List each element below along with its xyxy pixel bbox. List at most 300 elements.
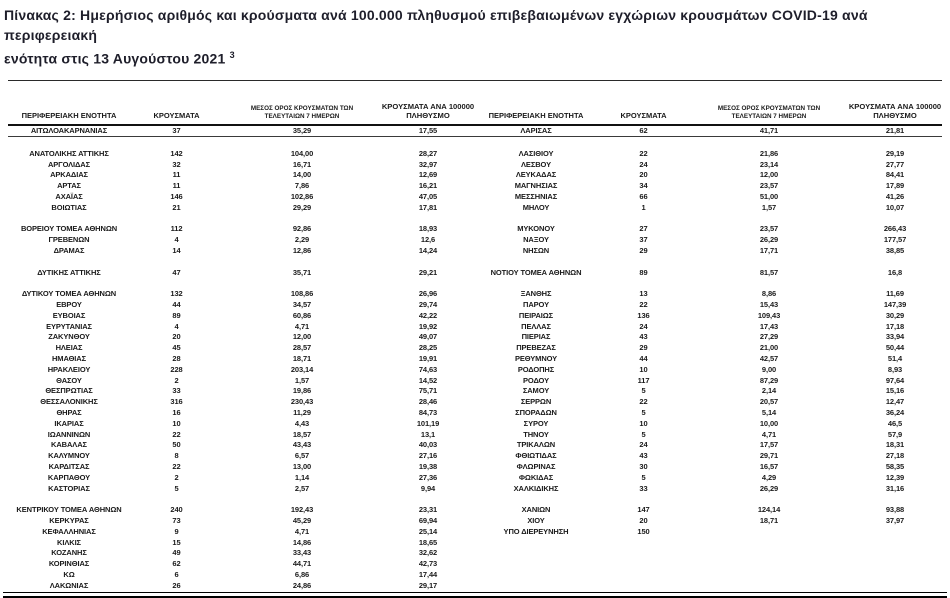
value-cell: 17,89 <box>885 181 905 191</box>
column-header: ΚΡΟΥΣΜΑΤΑ <box>130 80 223 125</box>
value-cell: 29,74 <box>418 300 438 310</box>
region-name-cell: ΑΡΚΑΔΙΑΣ <box>50 170 88 180</box>
value-cell: 14 <box>172 246 181 256</box>
region-name-cell: ΡΕΘΥΜΝΟΥ <box>514 354 558 364</box>
spacer-cell <box>597 278 690 289</box>
value-cell: 150 <box>637 526 650 536</box>
value-cell: 50 <box>172 440 181 450</box>
value-cell: 230,43 <box>290 397 314 407</box>
value-cell: 117 <box>637 375 650 385</box>
value-cell: 21,00 <box>759 343 779 353</box>
table-row <box>8 289 942 300</box>
value-cell: 57,9 <box>887 429 903 439</box>
spacer-cell <box>475 213 597 224</box>
spacer-cell <box>848 213 942 224</box>
spacer-cell <box>475 569 597 580</box>
region-name-cell: ΘΕΣΣΑΛΟΝΙΚΗΣ <box>40 397 98 407</box>
region-name-cell: ΡΟΔΟΠΗΣ <box>517 364 555 374</box>
value-cell: 44 <box>639 354 648 364</box>
region-name-cell: ΥΠΟ ΔΙΕΡΕΥΝΗΣΗ <box>503 526 569 536</box>
region-name-cell: ΣΠΟΡΑΔΩΝ <box>515 408 557 418</box>
region-name-cell: ΣΕΡΡΩΝ <box>520 397 552 407</box>
value-cell: 203,14 <box>290 364 314 374</box>
value-cell: 19,91 <box>418 354 438 364</box>
value-cell: 18,31 <box>885 440 905 450</box>
value-cell: 11 <box>172 170 181 180</box>
value-cell: 4,71 <box>294 526 310 536</box>
value-cell: 9,94 <box>420 483 436 493</box>
spacer-cell <box>475 256 597 267</box>
table-row <box>8 191 942 202</box>
region-name-cell: ΚΩ <box>63 569 75 579</box>
spacer-cell <box>475 559 597 570</box>
value-cell: 33 <box>639 483 648 493</box>
spacer-cell <box>690 494 848 505</box>
value-cell: 8,86 <box>761 289 777 299</box>
value-cell: 41,26 <box>885 192 905 202</box>
value-cell: 34,57 <box>292 300 312 310</box>
region-name-cell: ΦΛΩΡΙΝΑΣ <box>516 462 556 471</box>
table-row <box>8 321 942 332</box>
value-cell: 35,71 <box>292 267 312 277</box>
table-row <box>8 332 942 343</box>
value-cell: 47,05 <box>418 192 438 202</box>
value-cell: 147,39 <box>883 300 907 310</box>
value-cell: 41,71 <box>690 125 848 137</box>
value-cell: 316 <box>170 397 183 407</box>
value-cell: 51,00 <box>759 192 779 202</box>
value-cell: 49,07 <box>418 332 438 342</box>
spacer-cell <box>475 580 597 591</box>
value-cell: 12,47 <box>885 397 905 407</box>
region-name-cell: ΑΙΤΩΛΟΑΚΑΡΝΑΝΙΑΣ <box>8 125 130 137</box>
spacer-cell <box>475 278 597 289</box>
spacer-row <box>8 494 942 505</box>
region-name-cell: ΧΑΝΙΩΝ <box>521 505 551 515</box>
spacer-cell <box>848 494 942 505</box>
table-row <box>8 148 942 159</box>
value-cell: 31,16 <box>885 483 905 493</box>
value-cell: 18,65 <box>418 537 438 547</box>
region-name-cell: ΘΕΣΠΡΩΤΙΑΣ <box>45 386 93 396</box>
region-name-cell: ΓΡΕΒΕΝΩΝ <box>48 235 90 245</box>
table-title <box>0 0 950 69</box>
table-header-row <box>8 80 942 125</box>
spacer-cell <box>8 494 130 505</box>
value-cell: 27,18 <box>885 451 905 461</box>
value-cell: 27,16 <box>418 451 438 461</box>
region-name-cell: ΡΟΔΟΥ <box>523 375 549 385</box>
value-cell: 4 <box>174 321 179 331</box>
value-cell: 16 <box>172 408 181 418</box>
value-cell: 1 <box>641 202 646 212</box>
value-cell: 17,81 <box>418 202 438 212</box>
region-name-cell: ΗΜΑΘΙΑΣ <box>51 354 86 364</box>
region-name-cell: ΖΑΚΥΝΘΟΥ <box>48 332 90 342</box>
value-cell: 10 <box>172 418 181 428</box>
region-name-cell: ΤΗΝΟΥ <box>523 429 549 439</box>
table-row <box>8 472 942 483</box>
region-name-cell: ΚΟΡΙΝΘΙΑΣ <box>48 559 90 569</box>
value-cell: 11,29 <box>293 408 311 418</box>
value-cell: 49 <box>172 548 181 558</box>
value-cell: 32,97 <box>418 159 438 169</box>
value-cell: 93,88 <box>885 505 905 515</box>
spacer-cell <box>381 137 475 148</box>
table-row <box>8 569 942 580</box>
region-name-cell: ΧΙΟΥ <box>527 515 545 525</box>
value-cell: 14,52 <box>418 375 438 385</box>
value-cell: 17,44 <box>418 569 438 579</box>
value-cell: 40,03 <box>418 440 438 450</box>
region-name-cell: ΔΥΤΙΚΗΣ ΑΤΤΙΚΗΣ <box>37 267 101 277</box>
value-cell: 142 <box>170 148 183 158</box>
value-cell: 22 <box>639 397 648 407</box>
value-cell: 26,29 <box>759 483 779 493</box>
spacer-cell <box>475 494 597 505</box>
value-cell: 146 <box>170 192 183 202</box>
region-name-cell: ΦΩΚΙΔΑΣ <box>518 472 554 482</box>
value-cell: 43 <box>639 451 648 461</box>
value-cell: 18,71 <box>759 515 779 525</box>
value-cell: 34 <box>639 181 648 191</box>
value-cell: 89 <box>172 310 181 320</box>
value-cell: 10,07 <box>885 202 905 212</box>
spacer-cell <box>381 256 475 267</box>
value-cell: 69,94 <box>418 515 438 525</box>
column-header: ΜΕΣΟΣ ΟΡΟΣ ΚΡΟΥΣΜΑΤΩΝ ΤΩΝ ΤΕΛΕΥΤΑΙΩΝ 7 ΗΜΕΡΩΝ <box>223 80 381 125</box>
value-cell: 16,21 <box>418 181 438 191</box>
spacer-cell <box>8 137 130 148</box>
value-cell: 29,19 <box>885 148 905 158</box>
spacer-cell <box>848 137 942 148</box>
value-cell: 66 <box>639 192 648 202</box>
value-cell: 13 <box>639 289 648 299</box>
value-cell: 32,62 <box>418 548 438 558</box>
value-cell: 33,94 <box>885 332 905 342</box>
value-cell: 5,14 <box>761 408 777 418</box>
region-name-cell: ΚΕΡΚΥΡΑΣ <box>49 515 89 525</box>
value-cell: 92,86 <box>292 224 312 234</box>
region-name-cell: ΜΗΛΟΥ <box>522 202 550 212</box>
value-cell: 20 <box>639 515 648 525</box>
spacer-cell <box>690 580 848 591</box>
table-row <box>8 299 942 310</box>
table-row <box>8 407 942 418</box>
value-cell: 18,57 <box>292 429 312 439</box>
value-cell: 14,24 <box>418 246 438 256</box>
value-cell: 17,71 <box>759 246 779 256</box>
table-row <box>8 461 942 472</box>
spacer-cell <box>690 559 848 570</box>
value-cell: 124,14 <box>757 505 781 515</box>
value-cell <box>690 526 848 537</box>
value-cell: 62 <box>597 125 690 137</box>
region-name-cell: ΔΡΑΜΑΣ <box>53 246 85 256</box>
value-cell: 60,86 <box>292 310 312 320</box>
value-cell: 4,71 <box>761 429 777 439</box>
region-name-cell: ΠΑΡΟΥ <box>523 300 549 310</box>
value-cell: 21,86 <box>759 148 779 158</box>
column-header: ΚΡΟΥΣΜΑΤΑ <box>597 80 690 125</box>
value-cell: 16,71 <box>292 159 312 169</box>
value-cell: 29,71 <box>759 451 779 461</box>
value-cell: 12,00 <box>759 170 779 180</box>
value-cell: 18,71 <box>292 354 312 364</box>
spacer-cell <box>381 213 475 224</box>
spacer-row <box>8 278 942 289</box>
value-cell: 97,64 <box>885 375 905 385</box>
spacer-cell <box>130 137 223 148</box>
column-header: ΠΕΡΙΦΕΡΕΙΑΚΗ ΕΝΟΤΗΤΑ <box>475 80 597 125</box>
value-cell: 5 <box>641 408 646 418</box>
value-cell: 23,14 <box>759 159 779 169</box>
value-cell: 6,86 <box>294 569 310 579</box>
value-cell: 2,29 <box>294 235 310 245</box>
value-cell: 9,00 <box>761 364 777 374</box>
table-row <box>8 364 942 375</box>
value-cell: 23,57 <box>759 224 779 234</box>
value-cell: 102,86 <box>290 192 314 202</box>
value-cell: 13,1 <box>420 429 436 439</box>
value-cell: 33,43 <box>292 548 312 558</box>
region-name-cell: ΛΑΣΙΘΙΟΥ <box>518 148 554 158</box>
table-row <box>8 526 942 537</box>
table-row <box>8 235 942 246</box>
value-cell: 8,93 <box>887 364 903 374</box>
column-header: ΠΕΡΙΦΕΡΕΙΑΚΗ ΕΝΟΤΗΤΑ <box>8 80 130 125</box>
value-cell: 42,73 <box>418 559 438 569</box>
value-cell: 29,17 <box>418 580 438 590</box>
footnote-marker: 3 <box>229 50 235 60</box>
spacer-row <box>8 213 942 224</box>
region-name-cell: ΚΟΖΑΝΗΣ <box>51 548 87 558</box>
value-cell: 19,86 <box>292 386 312 396</box>
region-name-cell: ΧΑΛΚΙΔΙΚΗΣ <box>513 483 559 493</box>
spacer-cell <box>597 537 690 548</box>
value-cell: 9 <box>174 526 179 536</box>
table-row <box>8 386 942 397</box>
region-name-cell: ΝΗΣΩΝ <box>522 246 550 256</box>
value-cell: 177,57 <box>883 235 907 245</box>
value-cell: 101,19 <box>416 418 440 428</box>
value-cell: 13,00 <box>292 462 312 471</box>
value-cell: 1,57 <box>294 375 310 385</box>
value-cell: 23,57 <box>759 181 779 191</box>
table-row <box>8 310 942 321</box>
spacer-cell <box>848 580 942 591</box>
value-cell: 28 <box>172 354 181 364</box>
value-cell: 10 <box>639 364 648 374</box>
value-cell: 12,69 <box>418 170 438 180</box>
region-name-cell: ΜΥΚΟΝΟΥ <box>517 224 555 234</box>
value-cell: 5 <box>641 386 646 396</box>
value-cell: 6,57 <box>294 451 310 461</box>
value-cell: 147 <box>637 505 650 515</box>
value-cell: 29 <box>639 246 648 256</box>
region-name-cell: ΚΑΒΑΛΑΣ <box>51 440 87 450</box>
table-row <box>8 267 942 278</box>
spacer-cell <box>475 137 597 148</box>
spacer-cell <box>597 580 690 591</box>
column-header: ΚΡΟΥΣΜΑΤΑ ΑΝΑ 100000 ΠΛΗΘΥΣΜΟ <box>381 80 475 125</box>
region-name-cell: ΤΡΙΚΑΛΩΝ <box>516 440 556 450</box>
value-cell: 42,57 <box>759 354 779 364</box>
region-name-cell: ΔΥΤΙΚΟΥ ΤΟΜΕΑ ΑΘΗΝΩΝ <box>21 289 117 299</box>
value-cell: 12,39 <box>885 472 905 482</box>
table-row <box>8 343 942 354</box>
spacer-cell <box>475 548 597 559</box>
spacer-cell <box>848 559 942 570</box>
value-cell: 26,29 <box>759 235 779 245</box>
region-name-cell: ΙΩΑΝΝΙΝΩΝ <box>47 429 91 439</box>
table-title-line2: ενότητα στις 13 Αυγούστου 2021 <box>4 50 226 67</box>
value-cell: 4,43 <box>294 418 310 428</box>
spacer-cell <box>130 256 223 267</box>
spacer-cell <box>223 213 381 224</box>
value-cell: 27 <box>639 224 648 234</box>
value-cell: 8 <box>174 451 179 461</box>
value-cell: 2 <box>174 472 179 482</box>
region-name-cell: ΑΡΓΟΛΙΔΑΣ <box>47 159 91 169</box>
region-name-cell: ΑΡΤΑΣ <box>57 181 81 191</box>
spacer-cell <box>597 213 690 224</box>
value-cell: 24,86 <box>292 580 312 590</box>
spacer-cell <box>690 256 848 267</box>
table-row <box>8 170 942 181</box>
value-cell: 16,8 <box>887 267 903 277</box>
value-cell: 19,38 <box>418 462 438 471</box>
value-cell: 36,24 <box>885 408 905 418</box>
table-row <box>8 515 942 526</box>
region-name-cell: ΛΕΥΚΑΔΑΣ <box>515 170 557 180</box>
table-row <box>8 580 942 591</box>
value-cell: 14,86 <box>292 537 312 547</box>
value-cell: 44 <box>172 300 181 310</box>
region-name-cell: ΚΑΣΤΟΡΙΑΣ <box>48 483 90 493</box>
value-cell: 112 <box>170 224 183 234</box>
value-cell: 46,5 <box>887 418 903 428</box>
table-row <box>8 397 942 408</box>
value-cell: 37 <box>639 235 648 245</box>
value-cell: 2,14 <box>761 386 777 396</box>
value-cell: 19,92 <box>418 321 438 331</box>
region-name-cell: ΠΕΙΡΑΙΩΣ <box>518 310 554 320</box>
region-name-cell: ΑΝΑΤΟΛΙΚΗΣ ΑΤΤΙΚΗΣ <box>29 148 109 158</box>
spacer-cell <box>690 137 848 148</box>
region-name-cell: ΗΛΕΙΑΣ <box>55 343 83 353</box>
region-name-cell: ΛΑΡΙΣΑΣ <box>475 125 597 137</box>
value-cell: 12,6 <box>420 235 436 245</box>
region-name-cell: ΝΑΞΟΥ <box>523 235 549 245</box>
value-cell: 24 <box>639 440 648 450</box>
spacer-cell <box>597 494 690 505</box>
spacer-cell <box>690 569 848 580</box>
value-cell: 4,71 <box>294 321 310 331</box>
value-cell: 15,43 <box>759 300 779 310</box>
region-name-cell: ΘΑΣΟΥ <box>56 375 82 385</box>
value-cell: 30,29 <box>885 310 905 320</box>
value-cell: 89 <box>639 267 648 277</box>
table-row <box>8 353 942 364</box>
value-cell: 5 <box>641 472 646 482</box>
table-row <box>8 483 942 494</box>
value-cell: 27,36 <box>418 472 438 482</box>
spacer-cell <box>8 213 130 224</box>
spacer-cell <box>690 213 848 224</box>
region-name-cell: ΙΚΑΡΙΑΣ <box>54 418 84 428</box>
value-cell: 75,71 <box>418 386 438 396</box>
value-cell: 20 <box>172 332 181 342</box>
region-name-cell: ΑΧΑΪΑΣ <box>55 192 83 202</box>
value-cell: 6 <box>174 569 179 579</box>
value-cell: 10,00 <box>759 418 779 428</box>
spacer-cell <box>597 137 690 148</box>
region-name-cell: ΠΙΕΡΙΑΣ <box>521 332 551 342</box>
table-row <box>8 440 942 451</box>
value-cell: 30 <box>639 462 648 471</box>
value-cell: 240 <box>170 505 183 515</box>
value-cell: 33 <box>172 386 181 396</box>
spacer-cell <box>130 213 223 224</box>
region-name-cell: ΠΡΕΒΕΖΑΣ <box>516 343 556 353</box>
value-cell <box>848 526 942 537</box>
region-name-cell: ΚΕΝΤΡΙΚΟΥ ΤΟΜΕΑ ΑΘΗΝΩΝ <box>16 505 122 515</box>
value-cell: 58,35 <box>885 462 905 471</box>
value-cell: 20 <box>639 170 648 180</box>
spacer-cell <box>848 548 942 559</box>
value-cell: 16,57 <box>759 462 779 471</box>
table-row <box>8 245 942 256</box>
region-name-cell: ΚΑΛΥΜΝΟΥ <box>48 451 90 461</box>
region-name-cell: ΣΑΜΟΥ <box>522 386 550 396</box>
table-row <box>8 505 942 516</box>
spacer-cell <box>597 559 690 570</box>
spacer-row <box>8 256 942 267</box>
value-cell: 109,43 <box>757 310 781 320</box>
table-row <box>8 125 942 137</box>
region-name-cell: ΘΗΡΑΣ <box>56 408 82 418</box>
region-name-cell: ΚΕΦΑΛΛΗΝΙΑΣ <box>42 526 96 536</box>
value-cell: 27,29 <box>759 332 779 342</box>
value-cell: 27,77 <box>885 159 905 169</box>
table-row <box>8 375 942 386</box>
covid-cases-table <box>8 80 942 591</box>
value-cell: 81,57 <box>759 267 779 277</box>
value-cell: 38,85 <box>885 246 905 256</box>
value-cell: 51,4 <box>887 354 903 364</box>
value-cell: 4,29 <box>761 472 777 482</box>
value-cell: 18,93 <box>418 224 438 234</box>
column-header: ΚΡΟΥΣΜΑΤΑ ΑΝΑ 100000 ΠΛΗΘΥΣΜΟ <box>848 80 942 125</box>
table-row <box>8 429 942 440</box>
region-name-cell: ΗΡΑΚΛΕΙΟΥ <box>47 364 91 374</box>
value-cell: 22 <box>172 429 181 439</box>
column-header: ΜΕΣΟΣ ΟΡΟΣ ΚΡΟΥΣΜΑΤΩΝ ΤΩΝ ΤΕΛΕΥΤΑΙΩΝ 7 ΗΜΕΡΩΝ <box>690 80 848 125</box>
region-name-cell: ΚΑΡΔΙΤΣΑΣ <box>48 462 90 471</box>
spacer-row <box>8 137 942 148</box>
value-cell: 24 <box>639 159 648 169</box>
table-row <box>8 202 942 213</box>
spacer-cell <box>597 569 690 580</box>
spacer-cell <box>848 569 942 580</box>
value-cell: 12,00 <box>292 332 312 342</box>
region-name-cell: ΕΥΡΥΤΑΝΙΑΣ <box>46 321 92 331</box>
value-cell: 32 <box>172 159 181 169</box>
value-cell: 15,16 <box>885 386 905 396</box>
region-name-cell: ΛΕΣΒΟΥ <box>521 159 551 169</box>
value-cell: 266,43 <box>883 224 907 234</box>
